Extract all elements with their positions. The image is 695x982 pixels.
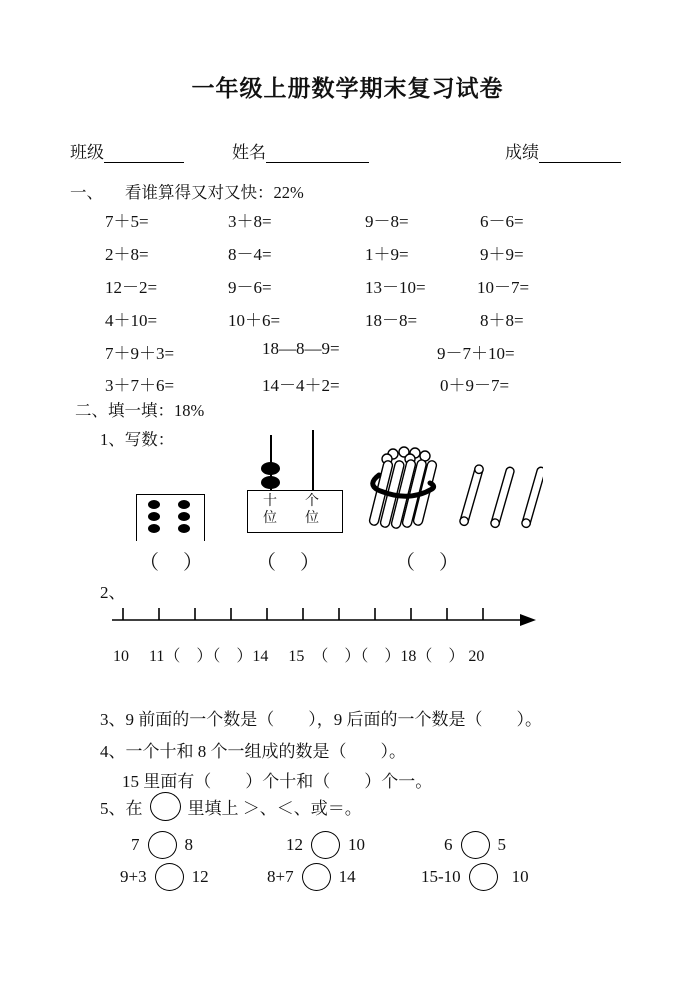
abacus-ones-rod [312,430,314,490]
question-4a: 4、一个十和 8 个一组成的数是（ ）。 [100,742,406,761]
q5-prefix: 5、在 [100,799,143,818]
comparison-item: 9+3 12 [120,863,209,891]
arith-item: 1＋9= [365,245,409,264]
domino-dot [148,512,160,521]
section2-heading: 二、填一填：18% [75,401,205,420]
domino-dot [148,524,160,533]
domino-dot [148,500,160,509]
abacus-bead [261,476,280,489]
number-line-ticks [123,608,483,620]
arith-item: 12－2= [105,278,158,297]
section1-heading: 看谁算得又对又快：22% [125,183,304,202]
loose-sticks [459,464,543,528]
arith-item: 9－6= [228,278,272,297]
class-field [70,138,184,163]
arith-item: 3＋7＋6= [105,376,175,395]
arith-item: 0＋9－7= [440,376,510,395]
arith-item: 8＋8= [480,311,524,330]
question-3: 3、9 前面的一个数是（ ），9 后面的一个数是（ ）。 [100,710,542,729]
compare-circle [155,863,184,891]
class-blank [104,142,184,163]
arith-item: 10－7= [477,278,530,297]
domino-dot [178,524,190,533]
q1-label: 1、写数： [100,430,175,449]
arith-item: 18－8= [365,311,418,330]
stick-bundle-image [363,443,543,535]
arith-item: 9－7＋10= [437,344,515,363]
section1-number: 一、 [70,183,103,202]
q2-label: 2、 [100,583,126,602]
q5-suffix: 里填上 ＞、＜、或＝。 [187,799,362,818]
compare-circle [148,831,177,859]
arith-item: 9＋9= [480,245,524,264]
name-field [232,138,369,163]
ones-place-label: 个 位 [305,494,319,526]
domino-dot [178,512,190,521]
compare-circle [302,863,331,891]
arith-item: 18—8—9= [262,339,340,358]
comparison-item: 8+7 14 [267,863,356,891]
answer-bracket: （ ） [395,552,461,574]
domino-dot [178,500,190,509]
comparison-item: 7 8 [131,831,193,859]
comparison-item: 12 10 [286,831,365,859]
score-blank [539,142,621,163]
arith-item: 14－4＋2= [262,376,340,395]
number-line-image [96,600,546,634]
answer-bracket: （ ） [139,552,205,574]
arith-item: 13－10= [365,278,426,297]
number-line-labels: 10 11（ ）（ ）14 15 （ ）（ ）18（ ） 20 [113,648,485,665]
abacus-image [247,430,344,532]
comparison-item: 15-10 10 [421,863,529,891]
score-label: 成绩 [505,143,539,162]
domino-card-image [136,494,205,541]
stick-bundle [369,447,438,529]
compare-circle [150,792,181,821]
compare-circle [311,831,340,859]
arith-item: 4＋10= [105,311,158,330]
arith-item: 7＋5= [105,212,149,231]
comparison-item: 6 5 [444,831,506,859]
arith-item: 3＋8= [228,212,272,231]
abacus-bead [261,462,280,475]
worksheet-title: 一年级上册数学期末复习试卷 [191,75,504,101]
arith-item: 7＋9＋3= [105,344,175,363]
tens-place-label: 十 位 [263,494,277,526]
answer-bracket: （ ） [256,552,322,574]
class-label: 班级 [70,143,104,162]
arith-item: 8－4= [228,245,272,264]
score-field [505,138,621,163]
number-line-arrow [520,614,536,626]
arith-item: 10＋6= [228,311,281,330]
arith-item: 2＋8= [105,245,149,264]
abacus-box [247,490,343,533]
arith-item: 6－6= [480,212,524,231]
arith-item: 9－8= [365,212,409,231]
compare-circle [469,863,498,891]
name-blank [266,142,369,163]
compare-circle [461,831,490,859]
name-label: 姓名 [232,143,266,162]
question-5 [100,792,362,821]
question-4b: 15 里面有（ ）个十和（ ）个一。 [122,772,433,791]
